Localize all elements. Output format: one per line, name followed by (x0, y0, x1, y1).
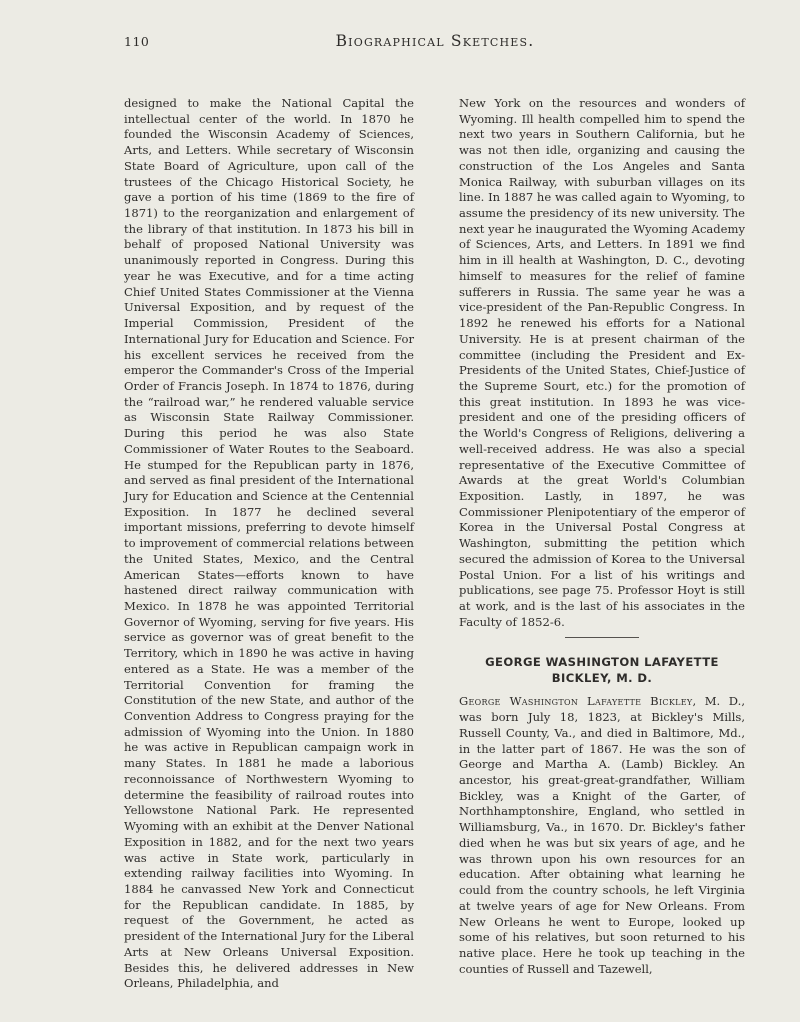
page-number: 110 (124, 34, 150, 49)
left-column (124, 96, 414, 992)
section-divider (565, 637, 639, 638)
running-head: Biographical Sketches. (335, 32, 535, 50)
page-header (124, 34, 746, 56)
body-paragraph-continued: New York on the resources and wonders of Wyoming. Ill health compelled him to spend the next two years in Southern California, but he was not then idle, organizing and causing the construction of the Los Angeles and Santa Monica Railway, with suburban villages on its line. In 1887 he was called again to Wyoming, to assume the presidency of its new university. The next year he inaugurated the Wyoming Academy of Sciences, Arts, and Letters. In 1891 we find him in ill health at Washington, D. C., devoting himself to measures for the relief of famine sufferers in Russia. The same year he was a vice-president of the Pan-Republic Congress. In 1892 he renewed his efforts for a National University. He is at present chairman of the committee (including the President and Ex-Presidents of the United States, Chief-Justice of the Supreme Sourt, etc.) for the promotion of this great institution. In 1893 he was vice-president and one of the presiding officers of the World's Congress of Religions, delivering a well-received address. He was also a special representative of the Executive Committee of Awards at the great World's Columbian Exposition. Lastly, in 1897, he was Commissioner Plenipotentiary of the emperor of Korea in the Universal Postal Congress at Washington, submitting the petition which secured the admission of Korea to the Universal Postal Union. For a list of his writings and publications, see page 75. Professor Hoyt is still at work, and is the last of his associates in the Faculty of 1852-6. (459, 96, 745, 629)
biography-paragraph (459, 694, 745, 977)
biography-text: , M. D., was born July 18, 1823, at Bickley's Mills, Russell County, Va., and died in Baltimore, Md., in the latter part of 1867. He was the son of George and Martha A. (Lamb) Bickley. An ancestor, his great-great-grandfather, William Bickley, was a Knight of the Garter, of Northhamptonshire, England, who settled in Williamsburg, Va., in 1670. Dr. Bickley's father died when he was but six years of age, and he was thrown upon his own resources for an education. After obtaining what learning he could from the country schools, he left Virginia at twelve years of age for New Orleans. From New Orleans he went to Europe, looked up some of his relatives, but soon returned to his native place. Here he took up teaching in the counties of Russell and Tazewell, (459, 694, 745, 976)
right-column (459, 96, 745, 977)
biography-lead-name: George Washington Lafayette Bickley (459, 694, 693, 709)
body-paragraph: designed to make the National Capital the intellectual center of the world. In 1870 he founded the Wisconsin Academy of Sciences, Arts, and Letters. While secretary of Wisconsin State Board of Agriculture, upon call of the trustees of the Chicago Historical Society, he gave a portion of his time (1869 to the fire of 1871) to the reorganization and enlargement of the library of that institution. In 1873 his bill in behalf of proposed National University was unanimously reported in Congress. During this year he was Executive, and for a time acting Chief United States Commissioner at the Vienna Universal Exposition, and by request of the Imperial Commission, President of the International Jury for Education and Science. For his excellent services he received from the emperor the Commander's Cross of the Imperial Order of Francis Joseph. In 1874 to 1876, during the “railroad war,” he rendered valuable service as Wisconsin State Railway Commissioner. During this period he was also State Commissioner of Water Routes to the Seaboard. He stumped for the Republican party in 1876, and served as final president of the International Jury for Education and Science at the Centennial Exposition. In 1877 he declined several important missions, preferring to devote himself to improvement of commercial relations between the United States, Mexico, and the Central American States—efforts known to have hastened direct railway communication with Mexico. In 1878 he was appointed Territorial Governor of Wyoming, serving for five years. His service as governor was of great benefit to the Territory, which in 1890 he was active in having entered as a State. He was a member of the Territorial Convention for framing the Constitution of the new State, and author of the Convention Address to Congress praying for the admission of Wyoming into the Union. In 1880 he was active in Republican campaign work in many States. In 1881 he made a laborious reconnoissance of Northwestern Wyoming to determine the feasibility of railroad routes into Yellowstone National Park. He represented Wyoming with an exhibit at the Denver National Exposition in 1882, and for the next two years was active in State work, particularly in extending railway facilities into Wyoming. In 1884 he canvassed New York and Connecticut for the Republican candidate. In 1885, by request of the Government, he acted as president of the International Jury for the Liberal Arts at New Orleans Universal Exposition. Besides this, he delivered addresses in New Orleans, Philadelphia, and (124, 96, 414, 991)
biography-heading: GEORGE WASHINGTON LAFAYETTE BICKLEY, M. D. (485, 655, 719, 686)
